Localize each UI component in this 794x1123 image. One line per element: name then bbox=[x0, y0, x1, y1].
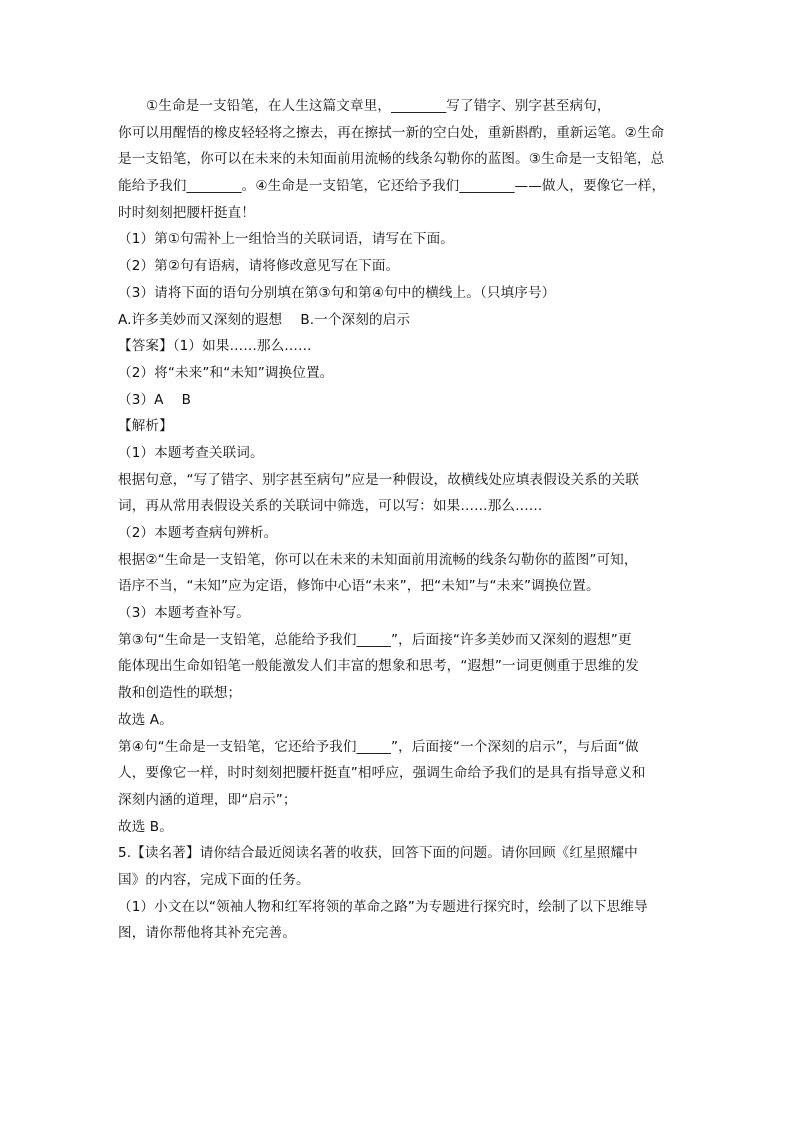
document-body bbox=[118, 93, 683, 947]
text-line: 能给予我们________。④生命是一支铅笔，它还给予我们________——做人，要像它一样， bbox=[118, 178, 666, 195]
question-5-line: 国》的内容，完成下面的任务。 bbox=[118, 871, 310, 888]
analysis-line: （3）本题考查补写。 bbox=[118, 605, 250, 622]
options-line: A.许多美妙而又深刻的遐想 B.一个深刻的启示 bbox=[118, 311, 411, 328]
analysis-line: 人，要像它一样，时时刻刻把腰杆挺直”相呼应，强调生命给予我们的是具有指导意义和 bbox=[118, 765, 646, 782]
question-5-line: 图，请你帮他将其补充完善。 bbox=[118, 925, 297, 942]
question-line: （2）第②句有语病，请将修改意见写在下面。 bbox=[118, 258, 400, 275]
text-line: 时时刻刻把腰杆挺直！ bbox=[118, 204, 255, 221]
analysis-line: 词，再从常用表假设关系的关联词中筛选，可以写：如果……那么…… bbox=[118, 498, 543, 515]
analysis-line: 深刻内涵的道理，即“启示”； bbox=[118, 791, 297, 808]
answer-line: （2）将“未来”和“未知”调换位置。 bbox=[118, 364, 334, 381]
question-line: （1）第①句需补上一组恰当的关联词语，请写在下面。 bbox=[118, 231, 454, 248]
text-line: ①生命是一支铅笔，在人生这篇文章里，________写了错字、别字甚至病句， bbox=[146, 98, 611, 114]
analysis-line: （1）本题考查关联词。 bbox=[118, 444, 264, 461]
analysis-line: 故选 A。 bbox=[118, 711, 173, 728]
question-5-line: （1）小文在以“领袖人物和红军将领的革命之路”为专题进行探究时，绘制了以下思维导 bbox=[118, 898, 648, 915]
text-line: 你可以用醒悟的橡皮轻轻将之擦去，再在擦拭一新的空白处，重新斟酌，重新运笔。②生命 bbox=[118, 124, 665, 141]
answer-line: （3）A B bbox=[118, 391, 192, 408]
analysis-line: 散和创造性的联想； bbox=[118, 685, 242, 702]
analysis-line: 第③句“生命是一支铅笔，总能给予我们_____”，后面接“许多美妙而又深刻的遐想”更 bbox=[118, 631, 632, 648]
question-5-line: 5.【读名著】请你结合最近阅读名著的收获，回答下面的问题。请你回顾《红星照耀中 bbox=[118, 845, 638, 862]
analysis-line: 语序不当，“未知”应为定语，修饰中心语“未来”，把“未知”与“未来”调换位置。 bbox=[118, 578, 600, 595]
analysis-heading: 【解析】 bbox=[118, 418, 173, 435]
analysis-line: 能体现出生命如铅笔一般能激发人们丰富的想象和思考，“遐想”一词更侧重于思维的发 bbox=[118, 658, 639, 675]
analysis-line: 根据②“生命是一支铅笔，你可以在未来的未知面前用流畅的线条勾勒你的蓝图”可知， bbox=[118, 551, 638, 568]
answer-line: 【答案】（1）如果……那么…… bbox=[118, 338, 312, 355]
analysis-line: 故选 B。 bbox=[118, 818, 173, 835]
analysis-line: 第④句“生命是一支铅笔，它还给予我们_____”，后面接“一个深刻的启示”，与后面“做 bbox=[118, 738, 639, 755]
text-line: 是一支铅笔，你可以在未来的未知面前用流畅的线条勾勒你的蓝图。③生命是一支铅笔，总 bbox=[118, 151, 665, 168]
question-line: （3）请将下面的语句分别填在第③句和第④句中的横线上。（只填序号） bbox=[118, 284, 556, 301]
analysis-line: （2）本题考查病句辨析。 bbox=[118, 525, 278, 541]
analysis-line: 根据句意，“写了错字、别字甚至病句”应是一种假设，故横线处应填表假设关系的关联 bbox=[118, 471, 639, 488]
